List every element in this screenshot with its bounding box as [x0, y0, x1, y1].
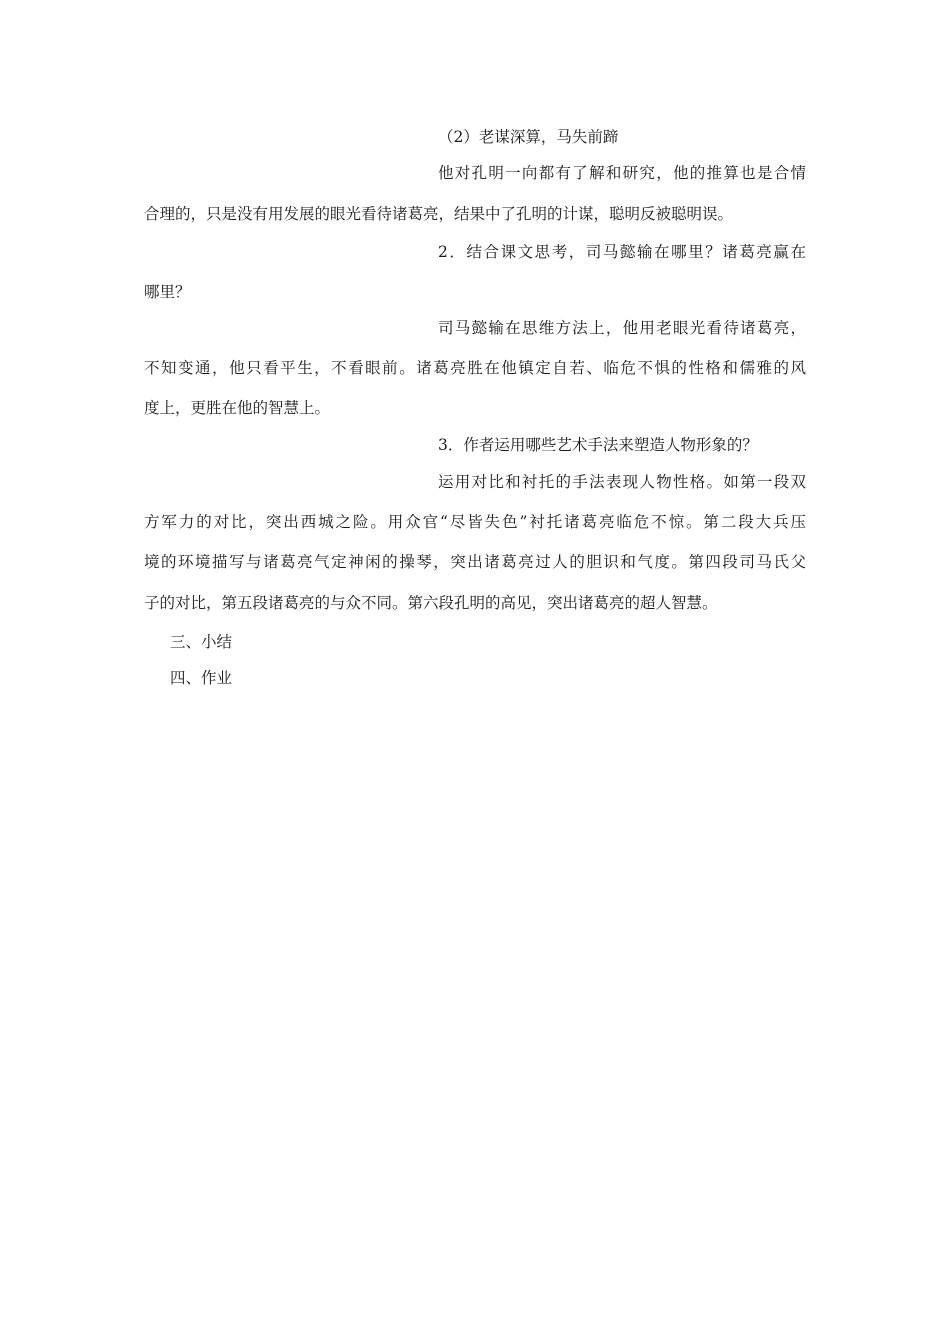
answer-line: 司马懿输在思维方法上，他用老眼光看待诸葛亮， [438, 319, 806, 337]
question-line: 3．作者运用哪些艺术手法来塑造人物形象的？ [438, 436, 758, 454]
question-line: 哪里？ [144, 283, 191, 301]
answer-line: 境的环境描写与诸葛亮气定神闲的操琴，突出诸葛亮过人的胆识和气度。第四段司马氏父 [144, 553, 806, 571]
subheading-line: （2）老谋深算，马失前蹄 [438, 128, 619, 146]
answer-line: 子的对比，第五段诸葛亮的与众不同。第六段孔明的高见，突出诸葛亮的超人智慧。 [144, 594, 718, 612]
question-line: 2．结合课文思考，司马懿输在哪里？诸葛亮赢在 [438, 243, 806, 261]
answer-line: 运用对比和衬托的手法表现人物性格。如第一段双 [438, 473, 806, 491]
answer-line: 度上，更胜在他的智慧上。 [144, 399, 331, 417]
section-heading-summary: 三、小结 [170, 633, 233, 651]
answer-line: 不知变通，他只看平生，不看眼前。诸葛亮胜在他镇定自若、临危不惧的性格和儒雅的风 [144, 359, 806, 377]
paragraph-line: 合理的，只是没有用发展的眼光看待诸葛亮，结果中了孔明的计谋，聪明反被聪明误。 [144, 205, 734, 223]
section-heading-homework: 四、作业 [170, 669, 233, 687]
answer-line: 方军力的对比，突出西城之险。用众官“尽皆失色”衬托诸葛亮临危不惊。第二段大兵压 [144, 513, 806, 531]
paragraph-line: 他对孔明一向都有了解和研究，他的推算也是合情 [438, 164, 806, 182]
